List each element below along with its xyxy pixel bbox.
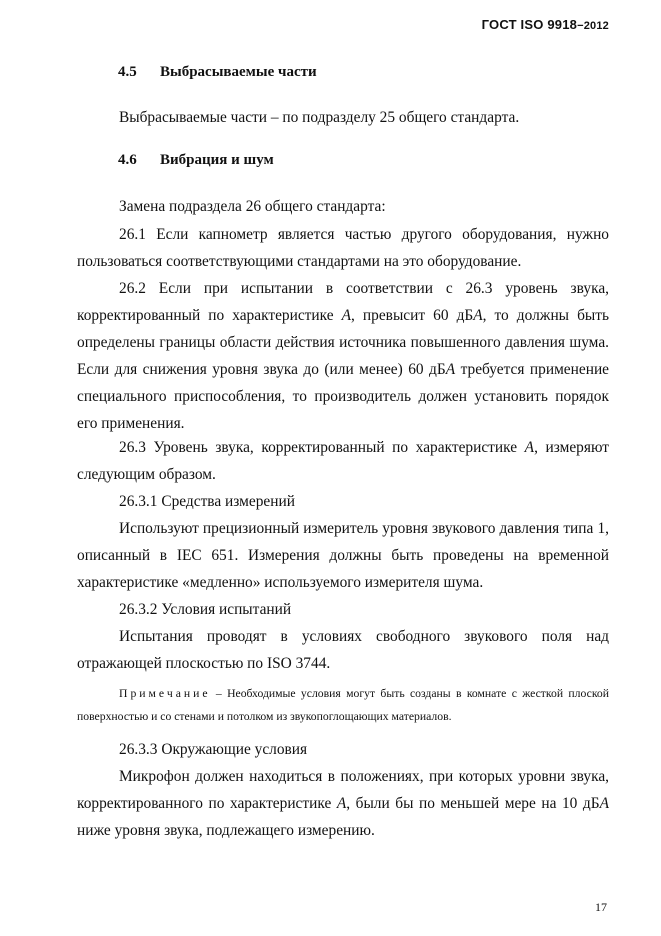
section-4-6-heading: [118, 152, 274, 169]
section-title: Вибрация и шум: [160, 152, 274, 168]
clause-26-3-2-title: 26.3.2 Условия испытаний: [119, 601, 292, 618]
standard-title: ГОСТ ISO 9918: [481, 17, 578, 32]
standard-year: −2012: [577, 20, 609, 32]
note-text: – Необходимые условия могут быть созданы в комнате с жесткой плоской поверхностью и со стенами и потолком из звукопоглощающих материалов.: [77, 687, 609, 723]
replacement-intro: Замена подраздела 26 общего стандарта:: [119, 198, 386, 215]
clause-26-3-1-text: Используют прецизионный измеритель уровня звукового давления типа 1, описанный в IEC 651. Измерения должны быть проведены на временной характеристике «медленно» используемого измерителя шума.: [77, 520, 609, 591]
page-number: 17: [595, 900, 607, 914]
clause-26-1: 26.1 Если капнометр является частью другого оборудования, нужно пользоваться соответствующими стандартами на это оборудование.: [77, 226, 609, 270]
standard-header: [482, 17, 609, 32]
clause-26-3-3-text: Микрофон должен находиться в положениях, при которых уровни звука, корректированного по характеристике A, были бы по меньшей мере на 10 дБA ниже уровня звука, подлежащего измерению.: [77, 768, 609, 839]
note-label: Примечание: [119, 687, 211, 700]
section-number: 4.5: [118, 64, 137, 80]
clause-26-3: 26.3 Уровень звука, корректированный по характеристике A, измеряют следующим образом.: [77, 439, 609, 483]
note: [77, 682, 609, 728]
section-title: Выбрасываемые части: [160, 64, 317, 80]
clause-26-3-1-title: 26.3.1 Средства измерений: [119, 493, 295, 510]
clause-26-3-3-title: 26.3.3 Окружающие условия: [119, 741, 308, 758]
section-number: 4.6: [118, 152, 137, 168]
section-4-5-heading: [118, 64, 317, 81]
section-4-5-text: Выбрасываемые части – по подразделу 25 общего стандарта.: [119, 109, 520, 126]
clause-26-3-2-text: Испытания проводят в условиях свободного звукового поля над отражающей плоскостью по ISO 3744.: [77, 628, 609, 672]
clause-26-2: 26.2 Если при испытании в соответствии с 26.3 уровень звука, корректированный по характеристике A, превысит 60 дБA, то должны быть определены границы области действия источника повышенного давления шума. Если для снижения уровня звука до (или менее) 60 дБA требуется применение специального приспособления, то производитель должен установить порядок его применения.: [77, 280, 610, 432]
